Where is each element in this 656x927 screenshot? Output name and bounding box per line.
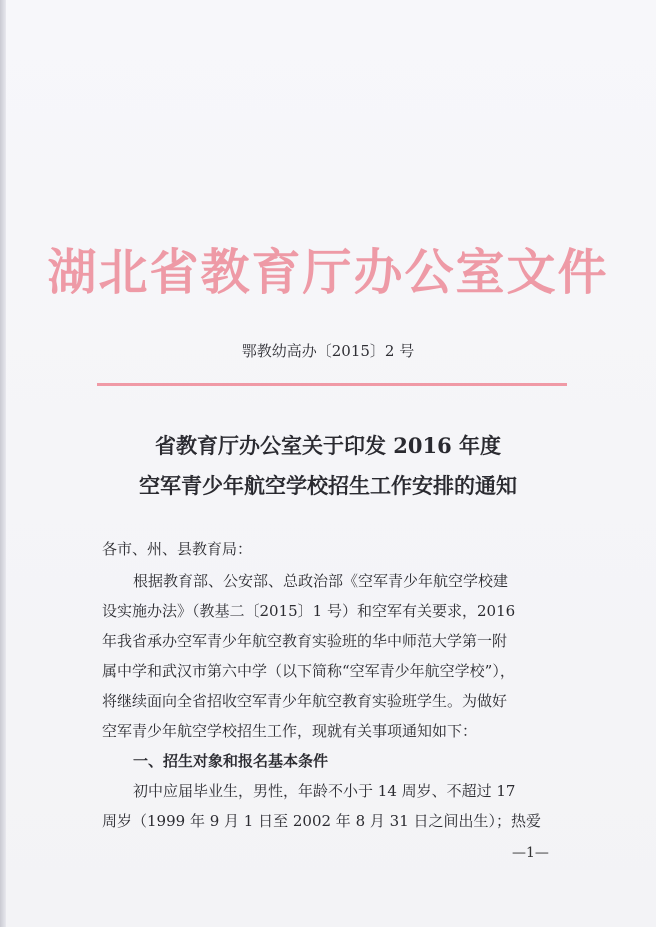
paragraph1-line: 设实施办法》（教基二〔2015〕1 号）和空军有关要求，2016 bbox=[102, 602, 516, 620]
paragraph2-line: 初中应届毕业生，男性，年龄不小于 14 周岁、不超过 17 bbox=[133, 782, 516, 800]
doc-number: 鄂教幼高办〔2015〕2 号 bbox=[241, 342, 415, 360]
paragraph1-line: 年我省承办空军青少年航空教育实验班的华中师范大学第一附 bbox=[102, 632, 508, 650]
paragraph1-line: 空军青少年航空学校招生工作，现就有关事项通知如下： bbox=[102, 722, 478, 740]
paragraph1-line: 根据教育部、公安部、总政治部《空军青少年航空学校建 bbox=[133, 572, 509, 590]
paragraph1-line: 属中学和武汉市第六中学（以下简称“空军青少年航空学校”）， bbox=[102, 662, 515, 680]
notice-title-line2: 空军青少年航空学校招生工作安排的通知 bbox=[139, 473, 517, 498]
page-number: —1— bbox=[512, 845, 549, 861]
salutation: 各市、州、县教育局： bbox=[102, 540, 253, 558]
paragraph2-line: 周岁（1999 年 9 月 1 日至 2002 年 8 月 31 日之间出生）；热爱 bbox=[102, 812, 542, 830]
header-title: 湖北省教育厅办公室文件 bbox=[47, 244, 609, 301]
section1-heading: 一、招生对象和报名基本条件 bbox=[133, 752, 329, 770]
page-left-edge bbox=[0, 0, 6, 927]
red-divider-rule bbox=[97, 383, 567, 386]
notice-title-line1: 省教育厅办公室关于印发 2016 年度 bbox=[154, 433, 502, 458]
paragraph1-line: 将继续面向全省招收空军青少年航空教育实验班学生。为做好 bbox=[102, 692, 508, 710]
